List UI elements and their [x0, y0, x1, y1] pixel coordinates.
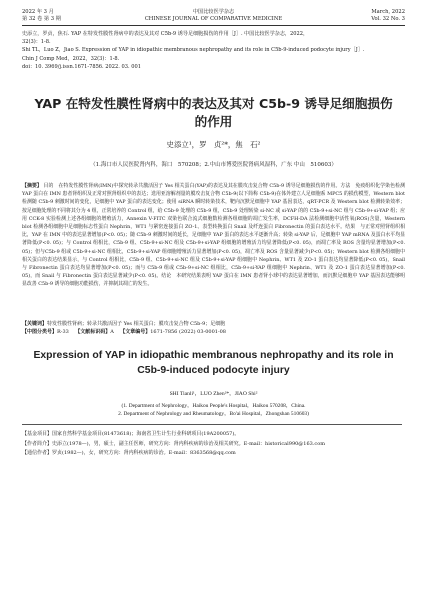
classification-label: 【中图分类号】 — [22, 329, 58, 335]
classification-line — [22, 328, 405, 336]
footnote-rule — [22, 424, 402, 425]
keywords-text: 特发性膜性肾病；转录共激活因子 Yes 相关蛋白；膜攻击复合物 C5b-9；足细胞 — [47, 321, 226, 327]
abstract-text: 目的 在特发性膜性肾病(IMN)中探究转录共激活因子 Yes 相关蛋白(YAP)的表达及其在膜攻击复合物 C5b-9 诱导足细胞损伤的作用。方法 免疫组织化学染色检测 YAP 蛋白在 IMN 患者肾组织及正常对照肾组织中的表达；选用亚溶解剂量的膜攻击复合物 C5b-9(以下简称 C5b-9)在体外建立人足细胞系 MPC5 的损伤模型，Western blot 检测随 C5b-9 刺激时间的变化，足细胞中 YAP 蛋白的表达变化；使用 siRNA 瞬时转染技术，靶向沉默足细胞中 YAP 基因表达，qRT-PCR 及 Western blot 检测转染效率；按足细胞处理的不同将其分为 4 组，正常培养的 Control 组，给 C5b-9 处理的 C5b-9 组，C5b-9 处理转染 si-NC 或 si-YAP 的的 C5b-9+si-NC 组与 C5b-9+si-YAP 组；应用 CCK-8 实验检测上述各组细胞的增殖活力，Annexin V-FITC 双染色联合流式细胞数检测各组细胞的凋亡发生率，DCFH-DA 法检测细胞中活性氧(ROS)含量，Western blot 检测各组细胞中足细胞标志性蛋白 Nephrin，WT1 与紧密连接蛋白 ZO-1、表型转换蛋白 Snail 及纤连蛋白 Fibronectin 的蛋白表达水平。结果 与正常对照肾组织相比，YAP 在 IMN 中的表达显著增加(P<0. 05)；随 C5b-9 刺激时间的延长，足细胞中 YAP 蛋白的表达水平逐渐升高；转染 si-YAP 后，足细胞中 YAP mRNA 及蛋白水平均显著降低(P<0. 05)；与 Control 组相比，C5b-9 组、C5b-9+si-NC 组及 C5b-9+si-YAP 组细胞的增殖活力均显著降低(P<0. 05)，而凋亡率及 ROS 含量均显著增加(P<0. 05)；但与C5b-9 组或 C5b-9+si-NC 组相比，C5b-9+si-YAP 组细胞增殖活力显著增加(P<0. 05)，凋亡率及 ROS 含量显著减少(P<0. 05)；Western blot 检测各组细胞中相关蛋白的表达结果显示，与 Control 组相比，C5b-9 组、C5b-9+si-NC 组及 C5b-9+si-YAP 组细胞中 Nephrin、WT1 及 ZO-1 蛋白表达均显著降低(P<0. 05)，Snail 与 Fibronectin 蛋白表达均显著增加(P<0. 05)；而与 C5b-9 组或 C5b-9+si-NC 组相比，C5b-9+si-YAP 组细胞中 Nephrin、WT1 及 ZO-1 蛋白表达显著增加(P<0. 05)，而 Snail 与 Fibronectin 蛋白表达显著减少(P<0. 05)。结论 本研究结果表明 YAP 蛋白在 IMN 患者肾小球中的表达显著增加，而沉默足细胞中 YAP 基因表达能够明显改善 C5b-9 诱导的细胞功能损伤，并抑制其凋亡的发生。 — [22, 183, 405, 288]
fund-note: 【基金项目】国家自然科学基金项目(81473618)；海南省卫生计生行业科研项目(19A200057)。 — [22, 431, 240, 437]
doc-code-label: 【文献标识码】 — [75, 329, 111, 335]
header-issue-info-en — [371, 9, 405, 23]
keywords-line — [22, 320, 405, 328]
keywords-label: 【关键词】 — [22, 321, 48, 327]
header-journal — [22, 9, 405, 23]
article-number-label: 【文章编号】 — [120, 329, 151, 335]
header-date-en: March, 2022 — [371, 9, 405, 15]
citation-line: 32(3)：1-8. — [22, 39, 51, 46]
affiliation-en — [0, 402, 427, 418]
doc-code-value: A — [110, 329, 114, 335]
doi-line: doi：10. 3969/j.issn.1671-7856. 2022. 03. 001 — [22, 63, 141, 70]
header-volume-en: Vol. 32 No. 3 — [371, 16, 405, 22]
affiliation-cn: （1.海口市人民医院肾内科，海口 570208；2.中山市博爱医院肾病风湿科，广东 中山 510603） — [90, 162, 337, 168]
header-volume: 第 32 卷 第 3 期 — [22, 16, 61, 22]
keywords-block — [22, 320, 405, 336]
citation-line: 史添立，罗贞，焦石. YAP 在特发性膜性肾病中的表达及其对 C5b-9 诱导足细胞损伤的作用［J］. 中国比较医学杂志，2022， — [22, 31, 309, 37]
citation-line: Shi TL，Luo Z，Jiao S. Expression of YAP in idiopathic membranous nephropathy and its role in C5b-9-induced podocyte injury［J］. — [22, 47, 365, 54]
authors-en: SHI Tianli¹，LUO Zhen²*，JIAO Shi² — [169, 391, 258, 397]
classification-value: R-33 — [57, 329, 69, 335]
article-title-en: Expression of YAP in idiopathic membranous nephropathy and its role in C5b-9-induced podocyte injury — [33, 350, 394, 376]
journal-name-cn: 中国比较医学杂志 — [192, 9, 235, 15]
header-rule — [22, 25, 405, 26]
footnotes — [22, 430, 405, 459]
abstract-cn — [22, 182, 405, 289]
affiliation-en-line: (1. Department of Nephrology，Haikou People's Hospital，Haikou 570208，China. — [121, 403, 306, 409]
corresponding-note: 【通信作者】罗贞(1982—)，女，研究方向：肾内科疾病的诊治。E-mail：8363568@qq.com — [22, 450, 236, 456]
citation-block — [22, 30, 405, 71]
header-date: 2022 年 3 月 — [22, 9, 54, 15]
authors-cn: 史添立¹，罗 贞²*，焦 石² — [166, 140, 261, 149]
article-number-value: 1671-7856 (2022) 03-0001-08 — [150, 329, 226, 335]
abstract-label: 【摘要】 — [22, 183, 42, 189]
citation-line: Chin J Comp Med，2022，32(3)：1-8. — [22, 55, 120, 62]
journal-name-en: CHINESE JOURNAL OF COMPARATIVE MEDICINE — [144, 16, 283, 22]
article-title-cn: YAP 在特发性膜性肾病中的表达及其对 C5b-9 诱导足细胞损伤的作用 — [34, 96, 393, 129]
affiliation-en-line: 2. Department of Nephrology and Rheumatology，Bo'ai Hospital，Zhongshan 510603) — [118, 411, 309, 417]
author-note: 【作者简介】史添立(1978—)，男，硕士，副主任医师，研究方向：肾内科疾病的诊治及相关研究。E-mail：historical990@163.com — [22, 440, 325, 447]
